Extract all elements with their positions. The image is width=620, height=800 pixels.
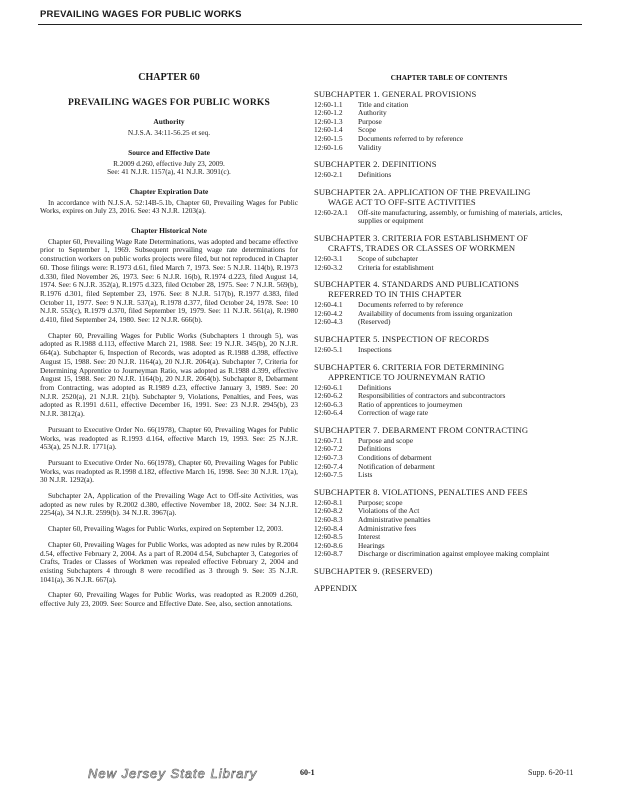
- section-number: 12:60-7.1: [314, 435, 343, 445]
- toc-subchapter: [314, 425, 584, 480]
- section-number: 12:60-6.2: [314, 391, 343, 401]
- toc-entry: [314, 507, 584, 516]
- history-note: [40, 238, 298, 609]
- section-title: Validity: [358, 142, 382, 152]
- section-title: Correction of wage rate: [358, 408, 428, 418]
- section-number: 12:60-1.3: [314, 116, 343, 126]
- expiration-heading: Chapter Expiration Date: [129, 186, 209, 196]
- section-title: Notification of debarment: [358, 461, 435, 471]
- page-number: 60-1: [300, 768, 315, 777]
- section-title: Discharge or discrimination against employee making complaint: [358, 549, 550, 559]
- subchapter-title-line: APPRENTICE TO JOURNEYMAN RATIO: [328, 371, 486, 382]
- subchapter-title-line: REFERRED TO IN THIS CHAPTER: [328, 289, 462, 300]
- section-title: Off-site manufacturing, assembly, or furnishing of materials, articles, supplies or equipment: [358, 207, 563, 226]
- section-number: 12:60-1.6: [314, 142, 343, 152]
- section-number: 12:60-7.4: [314, 461, 343, 471]
- section-number: 12:60-1.1: [314, 99, 343, 109]
- section-number: 12:60-8.3: [314, 515, 343, 525]
- toc-entry: [314, 318, 584, 327]
- section-title: Definitions: [358, 444, 392, 454]
- toc-entry: [314, 463, 584, 472]
- section-number: 12:60-6.3: [314, 399, 343, 409]
- history-paragraph: Chapter 60, Prevailing Wages for Public Works, expired on September 12, 2003.: [48, 524, 284, 534]
- toc-subchapter: [314, 159, 584, 180]
- subchapter-title: [314, 425, 584, 435]
- history-paragraph: Chapter 60, Prevailing Wages for Public Works, was readopted as R.2009 d.260, effective July 23, 2009. See: Source and Effective Date. See, also, section annotations.: [40, 590, 298, 609]
- history-paragraph: Chapter 60, Prevailing Wages for Public Works (Subchapters 1 through 5), was adopted as R.1988 d.113, effective March 21, 1988. See: 19 N.J.R. 345(b), 20 N.J.R. 664(a). Subchapter 6, Inspection of Records, was adopted as R.1988 d.398, effective August 15, 1988. See: 20 N.J.R. 1164(a), 20 N.J.R. 2064(a). Subchapter 7, Criteria for Determining Apprentice to Journeyman Ratio, was adopted as R.1988 d.399, effective August 15, 1988. See: 20 N.J.R. 1164(b), 20 N.J.R. 2064(b). Subchapter 8, Debarment from Contracting, was adopted as R.1989 d.23, effective January 3, 1989. See: 20 N.J.R. 2520(a), 21 N.J.R. 21(b). Subchapter 9, Violations, Penalties, and Fees, was adopted as R.1991 d.611, effective December 16, 1991. See: 23 N.J.R. 2945(b), 23 N.J.R. 3812(a).: [40, 330, 298, 419]
- section-number: 12:60-3.1: [314, 253, 343, 263]
- section-number: 12:60-4.3: [314, 317, 343, 327]
- history-paragraph: Pursuant to Executive Order No. 66(1978), Chapter 60, Prevailing Wages for Public Works, was readopted as R.1993 d.164, effective March 19, 1993. See: 25 N.J.R. 453(a), 25 N.J.R. 1771(a).: [40, 424, 298, 452]
- toc-subchapter: [314, 566, 584, 576]
- toc-subchapter: [314, 334, 584, 355]
- subchapter-title-line: SUBCHAPTER 3. CRITERIA FOR ESTABLISHMENT OF: [314, 232, 529, 243]
- subchapter-title: [314, 233, 584, 253]
- section-title: Violations of the Act: [358, 506, 420, 516]
- toc-entry: [314, 409, 584, 418]
- section-title: Interest: [358, 532, 381, 542]
- section-number: 12:60-8.4: [314, 523, 343, 533]
- toc-entry: [314, 118, 584, 127]
- section-number: 12:60-4.2: [314, 308, 343, 318]
- subchapter-title-line: SUBCHAPTER 4. STANDARDS AND PUBLICATIONS: [314, 279, 520, 290]
- toc-entry: [314, 264, 584, 273]
- section-title: Responsibilities of contractors and subcontractors: [358, 391, 506, 401]
- library-watermark: New Jersey State Library: [88, 766, 258, 781]
- toc-entry: [314, 346, 584, 355]
- subchapter-title-line: SUBCHAPTER 2A. APPLICATION OF THE PREVAILING: [314, 186, 531, 197]
- section-number: 12:60-7.3: [314, 453, 343, 463]
- subchapter-title-line: SUBCHAPTER 5. INSPECTION OF RECORDS: [314, 333, 490, 344]
- toc-subchapter: [314, 187, 584, 226]
- section-number: 12:60-2.1: [314, 170, 343, 180]
- section-number: 12:60-1.4: [314, 125, 343, 135]
- toc-list: [314, 89, 584, 593]
- toc-entry: [314, 209, 584, 226]
- toc-entry: [314, 109, 584, 118]
- section-number: 12:60-5.1: [314, 344, 343, 354]
- subchapter-title: [314, 566, 584, 576]
- subchapter-title-line: APPENDIX: [314, 583, 358, 593]
- section-title: Availability of documents from issuing organization: [358, 308, 513, 318]
- section-number: 12:60-8.2: [314, 506, 343, 516]
- toc-entry: [314, 533, 584, 542]
- section-title: Documents referred to by reference: [358, 133, 464, 143]
- running-head: PREVAILING WAGES FOR PUBLIC WORKS: [40, 9, 242, 20]
- section-number: 12:60-8.7: [314, 549, 343, 559]
- section-number: 12:60-4.1: [314, 300, 343, 310]
- section-title: Documents referred to by reference: [358, 300, 464, 310]
- toc-subchapter: [314, 279, 584, 327]
- section-title: Purpose: [358, 116, 382, 126]
- subchapter-title-line: SUBCHAPTER 9. (RESERVED): [314, 566, 433, 576]
- subchapter-title: [314, 583, 584, 593]
- toc-entry: [314, 255, 584, 264]
- section-title: Administrative penalties: [358, 515, 431, 525]
- section-title: Purpose and scope: [358, 435, 414, 445]
- history-paragraph: Chapter 60, Prevailing Wages for Public Works, was adopted as new rules by R.2004 d.54, effective February 2, 2004. As a part of R.2004 d.54, Subchapter 3, Categories of Crafts, Trades or Classes of Workmen was repealed effective February 2, 2004 and existing Subchapters 4 through 8 were recodified as 3 through 9. See: 35 N.J.R. 1041(a), 36 N.J.R. 667(a).: [40, 539, 298, 584]
- header-rule: [38, 24, 582, 25]
- subchapter-title-line: SUBCHAPTER 1. GENERAL PROVISIONS: [314, 88, 477, 99]
- left-column: [40, 74, 298, 616]
- section-title: Lists: [358, 470, 373, 480]
- section-title: Conditions of debarment: [358, 453, 432, 463]
- toc-entry: [314, 310, 584, 319]
- toc-entry: [314, 499, 584, 508]
- toc-subchapter: [314, 487, 584, 559]
- subchapter-title-line: CRAFTS, TRADES OR CLASSES OF WORKMEN: [328, 242, 516, 253]
- section-title: Hearings: [358, 540, 385, 550]
- subchapter-title-line: WAGE ACT TO OFF-SITE ACTIVITIES: [328, 196, 476, 207]
- subchapter-title: [314, 362, 584, 382]
- section-title: Inspections: [358, 344, 392, 354]
- subchapter-title-line: SUBCHAPTER 8. VIOLATIONS, PENALTIES AND FEES: [314, 486, 528, 497]
- section-title: Definitions: [358, 170, 392, 180]
- history-heading: Chapter Historical Note: [131, 226, 207, 236]
- section-number: 12:60-1.5: [314, 133, 343, 143]
- section-title: Authority: [358, 108, 387, 118]
- section-title: Purpose; scope: [358, 497, 403, 507]
- section-title: (Reserved): [358, 317, 391, 327]
- toc-entry: [314, 550, 584, 559]
- section-number: 12:60-8.1: [314, 497, 343, 507]
- source-line: R.2009 d.260, effective July 23, 2009.: [113, 158, 225, 168]
- history-paragraph: Subchapter 2A, Application of the Prevailing Wage Act to Off-site Activities, was adopted as new rules by R.2002 d.380, effective November 18, 2002. See: 34 N.J.R. 2254(a), 34 N.J.R. 2599(b). 34 N.J.R. 3967(a).: [40, 491, 298, 518]
- toc-subchapter: [314, 583, 584, 593]
- history-paragraph: Chapter 60, Prevailing Wage Rate Determinations, was adopted and became effective prior to September 1, 1969. Subsequent prevailing wage rate determinations for construction workers on public works projects were filed, but not reproduced in Chapter 60. Those filings were: R.1973 d.61, filed March 7, 1973. See: 5 N.J.R. 114(b), R.1973 d.330, filed November 26, 1973. See: 6 N.J.R. 16(b), R.1974 d.223, filed August 14, 1974. See: 6 N.J.R. 352(a), R.1975 d.323, filed October 28, 1975. See: 7 N.J.R. 569(b), R.1976 d.301, filed September 23, 1976. See: 8 N.J.R. 517(b), R.1977 d.383, filed October 11, 1977. See: 9 N.J.R. 537(a), R.1978 d.377, filed October 24, 1978. See: 10 N.J.R. 553(c), R.1979 d.370, filed September 19, 1979. See: 11 N.J.R. 561(a), R.1980 d.410, filed September 24, 1980. See: 12 N.J.R. 666(b).: [40, 236, 298, 325]
- subchapter-title-line: SUBCHAPTER 7. DEBARMENT FROM CONTRACTING: [314, 424, 529, 435]
- section-number: 12:60-8.6: [314, 540, 343, 550]
- subchapter-title: [314, 187, 584, 207]
- toc-entry: [314, 516, 584, 525]
- toc-entry: [314, 171, 584, 180]
- section-number: 12:60-6.4: [314, 408, 343, 418]
- table-of-contents: [314, 74, 584, 600]
- authority-text: N.J.S.A. 34:11-56.25 et seq.: [127, 128, 211, 138]
- section-number: 12:60-2A.1: [314, 207, 348, 217]
- supplement-date: Supp. 6-20-11: [528, 768, 574, 777]
- section-title: Administrative fees: [358, 523, 417, 533]
- toc-entry: [314, 101, 584, 110]
- toc-subchapter: [314, 89, 584, 153]
- section-number: 12:60-1.2: [314, 108, 343, 118]
- authority-heading: Authority: [153, 117, 185, 127]
- toc-entry: [314, 135, 584, 144]
- section-title: Definitions: [358, 382, 392, 392]
- section-title: Scope: [358, 125, 377, 135]
- toc-title: CHAPTER TABLE OF CONTENTS: [390, 73, 508, 82]
- source-line: See: 41 N.J.R. 1157(a), 41 N.J.R. 3091(c).: [107, 167, 231, 177]
- section-title: Criteria for establishment: [358, 262, 434, 272]
- section-number: 12:60-6.1: [314, 382, 343, 392]
- subchapter-title: [314, 487, 584, 497]
- subchapter-title-line: SUBCHAPTER 6. CRITERIA FOR DETERMINING: [314, 361, 505, 372]
- toc-entry: [314, 454, 584, 463]
- expiration-text: In accordance with N.J.S.A. 52:14B-5.1b, Chapter 60, Prevailing Wages for Public Works, expires on July 23, 2016. See: 43 N.J.R. 1203(a).: [40, 197, 298, 216]
- subchapter-title: [314, 89, 584, 99]
- toc-entry: [314, 445, 584, 454]
- toc-subchapter: [314, 362, 584, 418]
- chapter-number: CHAPTER 60: [138, 72, 200, 83]
- subchapter-title: [314, 334, 584, 344]
- section-number: 12:60-8.5: [314, 532, 343, 542]
- toc-entry: [314, 525, 584, 534]
- section-title: Scope of subchapter: [358, 253, 418, 263]
- section-number: 12:60-7.5: [314, 470, 343, 480]
- toc-entry: [314, 401, 584, 410]
- subchapter-title: [314, 159, 584, 169]
- section-number: 12:60-3.2: [314, 262, 343, 272]
- toc-entry: [314, 437, 584, 446]
- chapter-title: PREVAILING WAGES FOR PUBLIC WORKS: [68, 97, 270, 108]
- source-heading: Source and Effective Date: [128, 147, 210, 157]
- subchapter-title-line: SUBCHAPTER 2. DEFINITIONS: [314, 159, 437, 170]
- section-title: Title and citation: [358, 99, 409, 109]
- history-paragraph: Pursuant to Executive Order No. 66(1978), Chapter 60, Prevailing Wages for Public Works, was readopted as R.1998 d.182, effective March 16, 1998. See: 30 N.J.R. 17(a), 30 N.J.R. 1292(a).: [40, 457, 298, 485]
- toc-entry: [314, 471, 584, 480]
- toc-subchapter: [314, 233, 584, 272]
- subchapter-title: [314, 279, 584, 299]
- section-number: 12:60-7.2: [314, 444, 343, 454]
- toc-entry: [314, 144, 584, 153]
- section-title: Ratio of apprentices to journeymen: [358, 399, 463, 409]
